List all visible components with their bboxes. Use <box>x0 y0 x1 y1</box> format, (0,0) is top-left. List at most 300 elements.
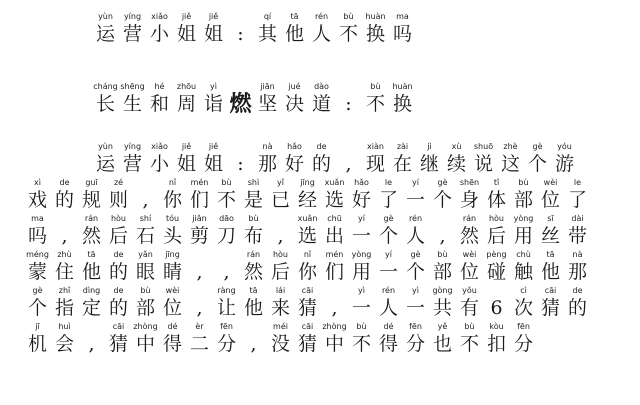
hanzi-character: 说 <box>473 153 493 175</box>
pinyin-annotation: jiě <box>181 12 192 21</box>
character-cell <box>24 318 51 356</box>
hanzi-character: 然 <box>243 261 263 283</box>
character-cell <box>375 246 402 284</box>
hanzi-character: 们 <box>189 189 209 211</box>
pinyin-annotation: ma <box>396 12 409 21</box>
pinyin-annotation: tóu <box>165 214 180 223</box>
pinyin-annotation: bù <box>343 12 354 21</box>
character-cell <box>105 318 132 356</box>
pinyin-annotation: de <box>316 142 327 151</box>
pinyin-annotation: méng <box>26 250 49 259</box>
hanzi-character: , <box>142 189 149 211</box>
character-cell <box>267 174 294 212</box>
hanzi-character: 眼 <box>135 261 155 283</box>
pinyin-annotation: bù <box>518 178 529 187</box>
character-cell <box>105 246 132 284</box>
character-cell <box>564 210 591 248</box>
character-cell <box>375 210 402 248</box>
character-cell <box>429 174 456 212</box>
character-cell <box>132 246 159 284</box>
pinyin-annotation: jué <box>288 82 301 91</box>
pinyin-annotation: shì <box>247 178 260 187</box>
character-cell <box>159 318 186 356</box>
hanzi-character: 碰 <box>486 261 506 283</box>
pinyin-annotation: méi <box>273 322 288 331</box>
hanzi-character: 了 <box>567 189 587 211</box>
character-cell <box>227 138 254 176</box>
hanzi-character: 继 <box>419 153 439 175</box>
hanzi-character: 一 <box>405 297 425 319</box>
hanzi-character: , <box>196 261 203 283</box>
hanzi-character: 石 <box>135 225 155 247</box>
character-cell <box>510 282 537 320</box>
hanzi-character: 则 <box>108 189 128 211</box>
pinyin-annotation: dào <box>314 82 329 91</box>
character-cell <box>537 282 564 320</box>
character-cell <box>510 246 537 284</box>
pinyin-annotation: shēng <box>120 82 145 91</box>
character-cell <box>470 138 497 176</box>
pinyin-annotation: cì <box>520 286 527 295</box>
character-cell <box>186 210 213 248</box>
hanzi-character: 姐 <box>203 23 223 45</box>
pinyin-annotation: cāi <box>301 322 314 331</box>
pinyin-annotation: huì <box>58 322 71 331</box>
pinyin-annotation: bù <box>248 214 259 223</box>
hanzi-character: 机 <box>27 333 47 355</box>
character-cell <box>294 318 321 356</box>
character-cell <box>389 78 416 116</box>
hanzi-character: 部 <box>432 261 452 283</box>
pinyin-annotation: rén <box>381 286 396 295</box>
pinyin-annotation: yùn <box>98 12 113 21</box>
character-cell <box>348 210 375 248</box>
hanzi-character: 姐 <box>176 153 196 175</box>
character-cell <box>119 8 146 46</box>
hanzi-character: 他 <box>81 261 101 283</box>
hanzi-character: 猜 <box>540 297 560 319</box>
character-cell <box>200 8 227 46</box>
character-cell <box>159 282 186 320</box>
hanzi-character: 姐 <box>203 153 223 175</box>
hanzi-character: 睛 <box>162 261 182 283</box>
hanzi-character: , <box>223 261 230 283</box>
pinyin-annotation: bù <box>464 322 475 331</box>
hanzi-character: 体 <box>486 189 506 211</box>
character-cell <box>564 174 591 212</box>
character-cell <box>105 210 132 248</box>
pinyin-annotation: zé <box>113 178 124 187</box>
hanzi-character: 部 <box>135 297 155 319</box>
pinyin-annotation: yíng <box>123 12 142 21</box>
hanzi-character: 得 <box>162 333 182 355</box>
pinyin-annotation: gè <box>383 214 394 223</box>
character-cell <box>173 138 200 176</box>
character-cell <box>497 138 524 176</box>
character-cell <box>308 78 335 116</box>
pinyin-annotation: bù <box>221 178 232 187</box>
pinyin-annotation: jiǎn <box>192 214 207 223</box>
pinyin-annotation: tǐ <box>493 178 500 187</box>
pinyin-annotation: jīng <box>300 178 315 187</box>
character-cell <box>159 246 186 284</box>
pinyin-annotation: yì <box>210 82 217 91</box>
character-cell <box>537 174 564 212</box>
pinyin-annotation: fēn <box>517 322 530 331</box>
pinyin-annotation: de <box>59 178 70 187</box>
character-cell <box>294 246 321 284</box>
pinyin-annotation: yě <box>437 322 448 331</box>
character-cell <box>240 246 267 284</box>
text-line <box>24 282 591 320</box>
hanzi-character: 丝 <box>540 225 560 247</box>
pinyin-annotation: yì <box>358 286 365 295</box>
hanzi-character: 分 <box>405 333 425 355</box>
character-cell <box>483 174 510 212</box>
character-cell <box>429 318 456 356</box>
pinyin-annotation: yí <box>358 214 365 223</box>
character-cell <box>105 282 132 320</box>
character-cell <box>146 78 173 116</box>
pinyin-annotation: yóu <box>557 142 572 151</box>
character-cell <box>92 78 119 116</box>
pinyin-annotation: dé <box>383 322 394 331</box>
character-cell <box>510 174 537 212</box>
hanzi-character: 他 <box>540 261 560 283</box>
hanzi-character: 不 <box>338 23 358 45</box>
hanzi-character: 部 <box>513 189 533 211</box>
character-cell <box>51 174 78 212</box>
hanzi-character: 换 <box>365 23 385 45</box>
character-cell <box>321 318 348 356</box>
hanzi-character: 小 <box>149 23 169 45</box>
character-cell <box>51 318 78 356</box>
character-cell <box>200 78 227 116</box>
character-cell <box>551 138 578 176</box>
hanzi-character: 生 <box>122 93 142 115</box>
pinyin-annotation: yǐ <box>277 178 284 187</box>
hanzi-character: 好 <box>351 189 371 211</box>
character-cell <box>443 138 470 176</box>
hanzi-character: 蒙 <box>27 261 47 283</box>
hanzi-character: 没 <box>270 333 290 355</box>
hanzi-character: 个 <box>405 261 425 283</box>
hanzi-character: , <box>88 333 95 355</box>
pinyin-annotation: jiě <box>208 12 219 21</box>
character-cell <box>132 318 159 356</box>
pinyin-annotation: yǎn <box>138 250 153 259</box>
pinyin-annotation: rán <box>84 214 99 223</box>
hanzi-character: 们 <box>324 261 344 283</box>
character-cell <box>254 138 281 176</box>
hanzi-character: 触 <box>513 261 533 283</box>
character-cell <box>402 246 429 284</box>
character-cell <box>132 174 159 212</box>
hanzi-character: 有 <box>459 297 479 319</box>
pinyin-annotation: hǎo <box>354 178 369 187</box>
pinyin-annotation: chū <box>327 214 342 223</box>
character-cell <box>510 318 537 356</box>
character-cell <box>281 78 308 116</box>
hanzi-character: 中 <box>135 333 155 355</box>
character-cell <box>416 138 443 176</box>
pinyin-annotation: zhòng <box>133 322 158 331</box>
character-cell <box>483 318 510 356</box>
pinyin-annotation: xiǎo <box>151 12 168 21</box>
pinyin-annotation: jī <box>35 322 40 331</box>
pinyin-annotation: mén <box>325 250 344 259</box>
pinyin-annotation: hòu <box>110 214 127 223</box>
character-cell <box>51 210 78 248</box>
text-line <box>24 174 591 212</box>
hanzi-character: , <box>277 225 284 247</box>
hanzi-character: 中 <box>324 333 344 355</box>
hanzi-character: 那 <box>567 261 587 283</box>
hanzi-character: 次 <box>513 297 533 319</box>
pinyin-annotation: le <box>573 178 582 187</box>
pinyin-annotation: xiàn <box>367 142 384 151</box>
hanzi-character: , <box>345 153 352 175</box>
pinyin-annotation: nǐ <box>168 178 177 187</box>
character-cell <box>254 78 281 116</box>
pinyin-annotation: tā <box>290 12 299 21</box>
character-cell <box>348 318 375 356</box>
character-cell <box>159 210 186 248</box>
hanzi-character: 分 <box>513 333 533 355</box>
pinyin-annotation: xiǎo <box>151 142 168 151</box>
pinyin-annotation: shí <box>139 214 152 223</box>
character-cell <box>173 8 200 46</box>
hanzi-character: 诣 <box>203 93 223 115</box>
pinyin-annotation: nǐ <box>303 250 312 259</box>
character-cell <box>362 78 389 116</box>
character-cell <box>146 138 173 176</box>
pinyin-annotation: ràng <box>217 286 236 295</box>
character-cell <box>267 282 294 320</box>
pinyin-annotation: tā <box>87 250 96 259</box>
hanzi-character: 用 <box>513 225 533 247</box>
character-cell <box>456 174 483 212</box>
hanzi-character: 扣 <box>486 333 506 355</box>
character-cell <box>267 210 294 248</box>
hanzi-character: 营 <box>122 153 142 175</box>
pinyin-annotation: jì <box>427 142 432 151</box>
character-cell <box>483 246 510 284</box>
pinyin-annotation: guī <box>85 178 98 187</box>
pinyin-annotation: zhè <box>503 142 518 151</box>
pinyin-annotation: chù <box>516 250 531 259</box>
pinyin-annotation: sī <box>547 214 554 223</box>
pinyin-annotation: rán <box>246 250 261 259</box>
pinyin-annotation: gè <box>32 286 43 295</box>
hanzi-character: : <box>237 23 244 45</box>
hanzi-character: 那 <box>257 153 277 175</box>
hanzi-character: 不 <box>459 333 479 355</box>
character-cell <box>78 282 105 320</box>
pinyin-annotation: le <box>384 178 393 187</box>
text-line <box>24 318 537 356</box>
character-cell <box>321 246 348 284</box>
character-cell <box>321 174 348 212</box>
hanzi-character: 不 <box>216 189 236 211</box>
character-cell <box>240 318 267 356</box>
hanzi-character: 用 <box>351 261 371 283</box>
hanzi-character: 的 <box>108 297 128 319</box>
hanzi-character: , <box>61 225 68 247</box>
hanzi-character: 位 <box>459 261 479 283</box>
character-cell <box>240 210 267 248</box>
pinyin-annotation: wèi <box>462 250 477 259</box>
pinyin-annotation: nà <box>262 142 273 151</box>
hanzi-character: 运 <box>95 153 115 175</box>
hanzi-character: 的 <box>567 297 587 319</box>
pinyin-annotation: fēn <box>220 322 233 331</box>
text-line <box>24 246 591 284</box>
character-cell <box>321 282 348 320</box>
pinyin-annotation: lái <box>275 286 286 295</box>
character-cell <box>510 210 537 248</box>
hanzi-character: : <box>345 93 352 115</box>
pinyin-annotation: wèi <box>165 286 180 295</box>
hanzi-character: 是 <box>243 189 263 211</box>
text-line <box>24 210 591 248</box>
pinyin-annotation: zhǐ <box>58 286 71 295</box>
pinyin-annotation: cāi <box>112 322 125 331</box>
hanzi-character: 位 <box>540 189 560 211</box>
pinyin-annotation: dāo <box>219 214 234 223</box>
pinyin-annotation: gòng <box>432 286 453 295</box>
character-cell <box>375 174 402 212</box>
pinyin-annotation: yòng <box>351 250 372 259</box>
pinyin-annotation: xì <box>34 178 41 187</box>
text-line <box>92 8 416 46</box>
hanzi-character: 出 <box>324 225 344 247</box>
character-cell <box>132 282 159 320</box>
hanzi-character: 后 <box>270 261 290 283</box>
hanzi-character: 会 <box>54 333 74 355</box>
pinyin-annotation: yíng <box>123 142 142 151</box>
pinyin-annotation: bù <box>356 322 367 331</box>
hanzi-character: 指 <box>54 297 74 319</box>
pinyin-annotation: xuǎn <box>324 178 345 187</box>
hanzi-character: 布 <box>243 225 263 247</box>
character-cell <box>24 246 51 284</box>
pinyin-annotation: jīng <box>165 250 180 259</box>
hanzi-character: 你 <box>297 261 317 283</box>
character-cell <box>335 138 362 176</box>
hanzi-character: 身 <box>459 189 479 211</box>
hanzi-character: 个 <box>527 153 547 175</box>
character-cell <box>213 318 240 356</box>
character-cell <box>213 246 240 284</box>
character-cell <box>402 282 429 320</box>
character-cell <box>429 246 456 284</box>
pinyin-annotation: dìng <box>82 286 101 295</box>
hanzi-character: 已 <box>270 189 290 211</box>
character-cell <box>348 246 375 284</box>
pinyin-annotation: yí <box>385 250 392 259</box>
hanzi-character: 不 <box>365 93 385 115</box>
character-cell <box>308 8 335 46</box>
hanzi-character: 续 <box>446 153 466 175</box>
hanzi-character: 小 <box>149 153 169 175</box>
pinyin-annotation: gè <box>532 142 543 151</box>
pinyin-annotation: rén <box>408 214 423 223</box>
character-cell <box>402 318 429 356</box>
pinyin-annotation: hé <box>154 82 165 91</box>
character-cell <box>186 246 213 284</box>
pinyin-annotation: jiān <box>260 82 275 91</box>
pinyin-annotation: hòu <box>488 214 505 223</box>
hanzi-character: 姐 <box>176 23 196 45</box>
character-cell <box>186 318 213 356</box>
pinyin-annotation: cāi <box>301 286 314 295</box>
character-cell <box>173 78 200 116</box>
pinyin-annotation: shuō <box>473 142 494 151</box>
hanzi-character: 规 <box>81 189 101 211</box>
character-cell <box>537 246 564 284</box>
hanzi-character: 在 <box>392 153 412 175</box>
hanzi-character: 和 <box>149 93 169 115</box>
character-cell <box>267 318 294 356</box>
hanzi-character: 他 <box>284 23 304 45</box>
character-cell <box>524 138 551 176</box>
character-cell <box>483 282 510 320</box>
character-cell <box>51 246 78 284</box>
hanzi-character: 一 <box>405 189 425 211</box>
pinyin-annotation: yòng <box>513 214 534 223</box>
hanzi-character: 了 <box>378 189 398 211</box>
pinyin-annotation: dé <box>167 322 178 331</box>
hanzi-character: 让 <box>216 297 236 319</box>
pinyin-annotation: de <box>572 286 583 295</box>
character-cell <box>132 210 159 248</box>
pinyin-annotation: wèi <box>543 178 558 187</box>
character-cell <box>281 8 308 46</box>
hanzi-character: 人 <box>405 225 425 247</box>
character-cell <box>335 8 362 46</box>
pinyin-annotation: bù <box>140 286 151 295</box>
hanzi-character: 个 <box>378 225 398 247</box>
pinyin-annotation: de <box>113 250 124 259</box>
hanzi-character: 后 <box>108 225 128 247</box>
hanzi-character: 猜 <box>297 297 317 319</box>
hanzi-character: 后 <box>486 225 506 247</box>
pinyin-annotation: tā <box>546 250 555 259</box>
character-cell <box>159 174 186 212</box>
pinyin-annotation: gè <box>437 178 448 187</box>
character-cell <box>564 282 591 320</box>
pinyin-annotation: mén <box>190 178 209 187</box>
character-cell <box>78 174 105 212</box>
hanzi-character: 分 <box>216 333 236 355</box>
pinyin-annotation: kòu <box>489 322 504 331</box>
hanzi-character: 刀 <box>216 225 236 247</box>
character-cell <box>456 282 483 320</box>
hanzi-character: 然 <box>459 225 479 247</box>
character-cell <box>213 282 240 320</box>
hanzi-character: 定 <box>81 297 101 319</box>
hanzi-character: 人 <box>378 297 398 319</box>
character-cell <box>429 210 456 248</box>
character-cell <box>362 8 389 46</box>
text-line <box>92 138 578 176</box>
character-cell <box>564 246 591 284</box>
hanzi-character: 不 <box>351 333 371 355</box>
pinyin-annotation: yì <box>412 286 419 295</box>
character-cell <box>146 8 173 46</box>
hanzi-character: , <box>250 333 257 355</box>
